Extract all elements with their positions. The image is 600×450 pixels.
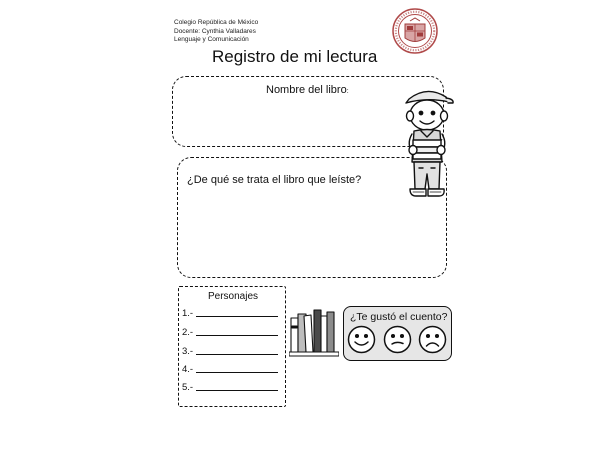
- subject-name: Lenguaje y Comunicación: [174, 36, 249, 43]
- character-blank[interactable]: [196, 371, 278, 373]
- book-name-label-colon: :: [346, 88, 349, 95]
- character-number: 3.-: [182, 346, 194, 357]
- character-blank[interactable]: [196, 353, 278, 355]
- happy-face-icon[interactable]: [347, 325, 376, 354]
- character-number: 2.-: [182, 327, 194, 338]
- character-line-3[interactable]: [182, 345, 278, 357]
- character-number: 1.-: [182, 308, 194, 319]
- character-blank[interactable]: [196, 334, 278, 336]
- book-name-label: [266, 84, 349, 96]
- character-line-5[interactable]: [182, 381, 278, 393]
- character-line-2[interactable]: [182, 326, 278, 338]
- teacher-name: Docente: Cynthia Valladares: [174, 27, 256, 35]
- sad-face-icon[interactable]: [418, 325, 447, 354]
- character-blank[interactable]: [196, 315, 278, 317]
- page-title: Registro de mi lectura: [212, 47, 378, 66]
- school-seal-icon: [392, 8, 438, 54]
- school-name: Colegio República de México: [174, 19, 259, 26]
- characters-title: Personajes: [208, 291, 259, 302]
- character-line-1[interactable]: [182, 307, 278, 319]
- character-number: 4.-: [182, 364, 194, 375]
- book-name-label-text: Nombre del libro: [266, 84, 347, 96]
- books-on-shelf-icon: [289, 306, 339, 358]
- character-line-4[interactable]: [182, 363, 278, 375]
- feedback-question: ¿Te gustó el cuento?: [350, 311, 448, 323]
- child-reading-icon: [394, 82, 460, 212]
- character-blank[interactable]: [196, 389, 278, 391]
- character-number: 5.-: [182, 382, 194, 393]
- neutral-face-icon[interactable]: [383, 325, 412, 354]
- summary-question: ¿De qué se trata el libro que leíste?: [187, 174, 362, 186]
